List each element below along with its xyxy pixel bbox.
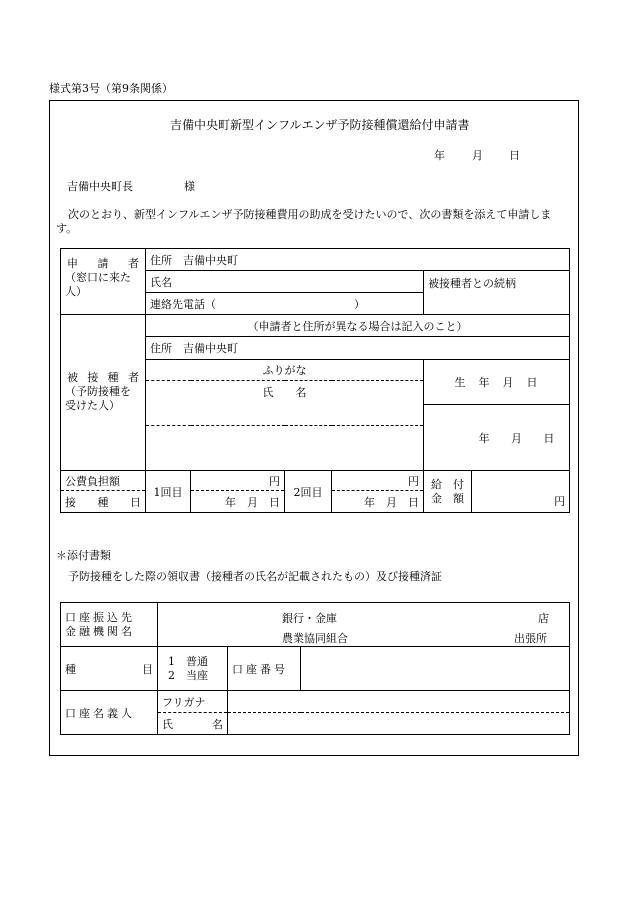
applicant-name-field[interactable]: 氏名: [146, 271, 424, 293]
burden-amount-label: 公費負担額: [61, 471, 146, 491]
intro-text: 次のとおり、新型インフルエンザ予防接種費用の助成を受けたいので、次の書類を添えて申請します。: [56, 208, 552, 235]
holder-furigana-field[interactable]: [228, 691, 570, 713]
birthdate-label: 生 年 月 日: [424, 360, 570, 405]
birthdate-field[interactable]: 年 月 日: [424, 405, 570, 471]
second-amount-field[interactable]: 円: [332, 471, 424, 491]
holder-furigana-label: フリガナ: [158, 691, 228, 713]
recipient-address-field[interactable]: 住所 吉備中央町: [146, 337, 570, 360]
date-day-label: 日: [509, 149, 520, 162]
first-date-field[interactable]: 年 月 日: [191, 491, 285, 513]
addressee-honorific: 様: [184, 180, 195, 193]
account-holder-label: 口座名義人: [61, 691, 158, 735]
form-title: 吉備中央町新型インフルエンザ予防接種償還給付申請書: [170, 118, 470, 132]
relation-field[interactable]: 被接種者との続柄: [424, 271, 570, 315]
account-type-options[interactable]: 1 普通 2 当座: [158, 647, 228, 691]
grant-amount-label: 給 付 金 額: [424, 471, 472, 513]
attachments-heading: ＊添付書類: [56, 549, 111, 562]
bank-table: [60, 602, 570, 735]
attachments-text: 予防接種をした際の領収書（接種者の氏名が記載されたもの）及び接種済証: [68, 570, 442, 583]
holder-name-label: 氏 名: [158, 713, 228, 735]
bank-institution-label: 口座振込先 金融機関名: [61, 603, 158, 647]
account-number-field[interactable]: [301, 647, 570, 691]
recipient-furigana-field[interactable]: ふりがな: [146, 360, 424, 381]
recipient-name-field[interactable]: 氏 名: [146, 381, 424, 405]
second-dose-label: 2回目: [285, 471, 332, 513]
date-year-label: 年: [434, 149, 445, 162]
addressee-name: 吉備中央町長: [67, 180, 133, 193]
recipient-name-blank[interactable]: [146, 405, 424, 426]
application-table: [60, 248, 570, 513]
account-type-label: 種 目: [61, 647, 158, 691]
form-number: 様式第3号（第9条関係）: [49, 82, 173, 95]
date-month-label: 月: [472, 149, 483, 162]
second-date-field[interactable]: 年 月 日: [332, 491, 424, 513]
account-number-label: 口座番号: [228, 647, 301, 691]
bank-institution-field[interactable]: 銀行・金庫 店 農業協同組合 出張所: [158, 603, 570, 647]
holder-name-field[interactable]: [228, 713, 570, 735]
applicant-label: 申 請 者 （窓口に来た人）: [61, 249, 146, 315]
recipient-label: 被 接 種 者 （予防接種を受けた人）: [61, 315, 146, 471]
applicant-phone-field[interactable]: 連絡先電話（ ）: [146, 293, 424, 315]
vaccination-date-label: 接 種 日: [61, 491, 146, 513]
applicant-address-field[interactable]: 住所 吉備中央町: [146, 249, 570, 271]
first-dose-label: 1回目: [146, 471, 191, 513]
first-amount-field[interactable]: 円: [191, 471, 285, 491]
form-frame: [49, 100, 579, 756]
recipient-note: （申請者と住所が異なる場合は記入のこと）: [146, 315, 570, 337]
grant-amount-field[interactable]: 円: [472, 471, 570, 513]
recipient-extra-blank[interactable]: [146, 426, 424, 471]
